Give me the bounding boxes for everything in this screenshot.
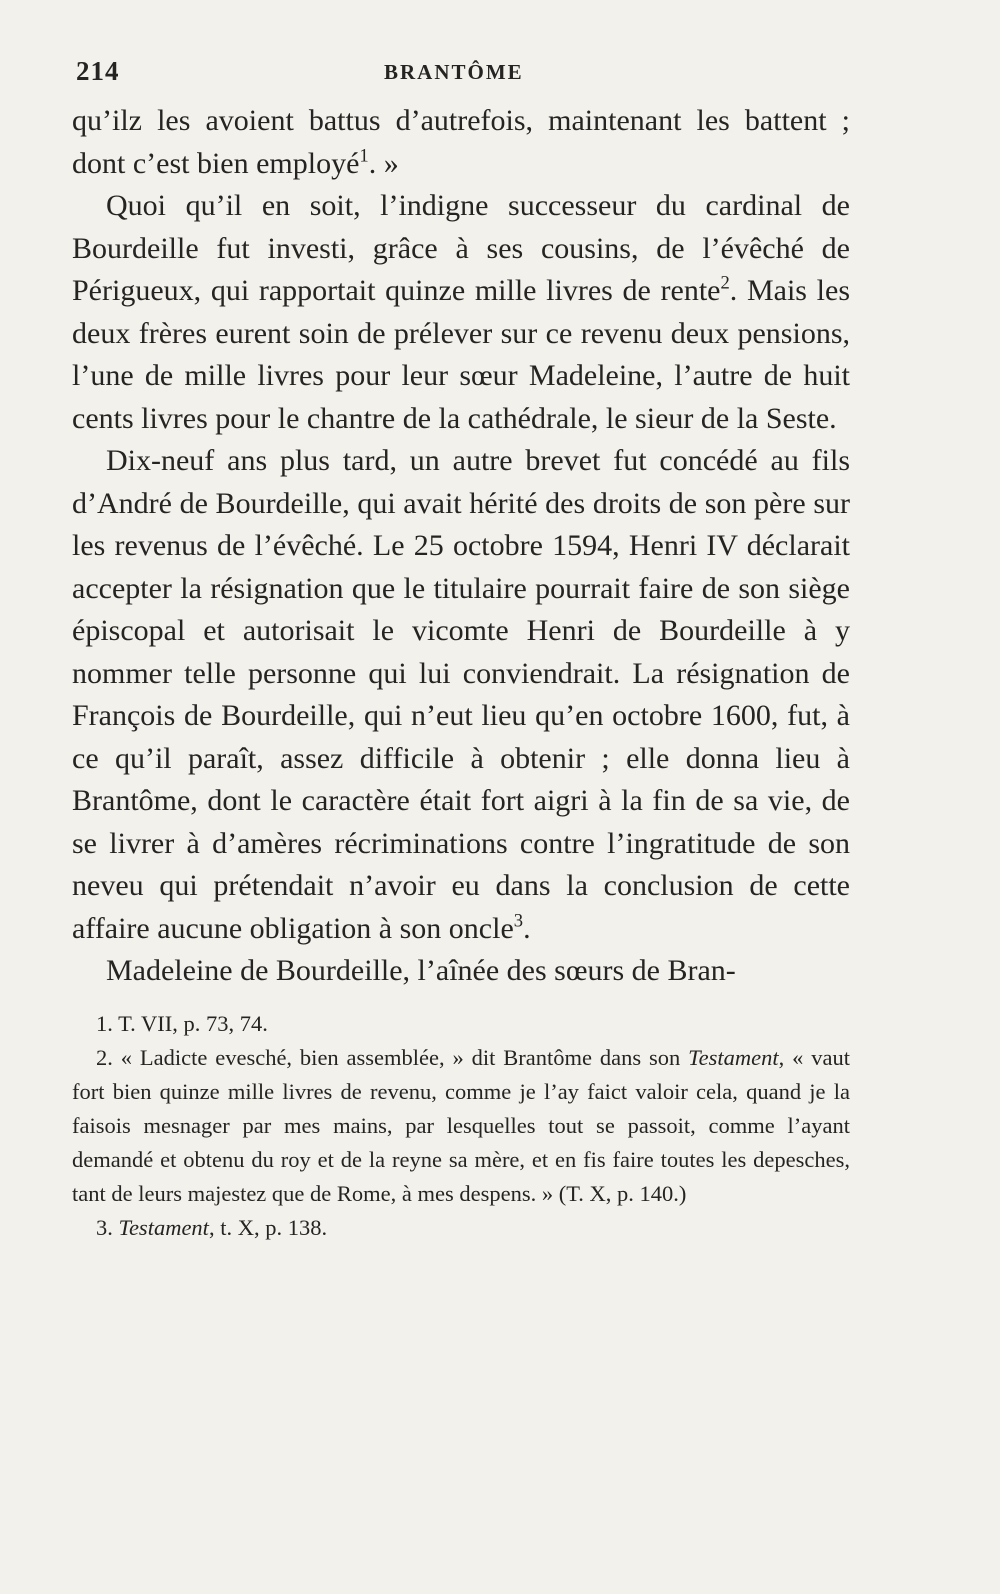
footnote-text: , « vaut fort bien quinze mille livres de revenu, comme je l’ay faict valoir cela, quand je la faisois mesnager par mes mains, par lesquelles tout se passoit, comme l’ayant demandé et obtenu du roy et de la reyne sa mère, et en fis faire toutes les depesches, tant de leurs majestez que de Rome, à mes despens. » (T. X, p. 140.) bbox=[72, 1044, 850, 1206]
footnote bbox=[72, 1041, 850, 1211]
footnote bbox=[72, 1211, 850, 1245]
text-segment: Quoi qu’il en soit, l’indigne successeur du cardinal de Bourdeille fut investi, grâce à ses cousins, de l’évêché de Périgueux, qui rapportait quinze mille livres de rente bbox=[72, 189, 850, 307]
footnote-title: Testament bbox=[688, 1044, 779, 1070]
text-segment: qu’ilz les avoient battus d’autrefois, maintenant les battent ; dont c’est bien employé bbox=[72, 104, 850, 180]
paragraph bbox=[72, 440, 850, 950]
footnote-ref: 1 bbox=[359, 144, 369, 166]
running-head: BRANTÔME bbox=[384, 60, 524, 84]
body-text bbox=[72, 100, 850, 993]
footnote-text: , t. X, p. 138. bbox=[208, 1214, 328, 1240]
footnote-text: 2. « Ladicte evesché, bien assemblée, » dit Brantôme dans son bbox=[96, 1044, 689, 1070]
footnote bbox=[72, 1007, 850, 1041]
text-segment: . bbox=[523, 911, 531, 945]
footnote-text: 3. bbox=[96, 1214, 119, 1240]
text-segment: . Mais les deux frères eurent soin de prélever sur ce revenu deux pensions, l’une de mille livres pour leur sœur Madeleine, l’autre de huit cents livres pour le chantre de la cathédrale, le sieur de la Seste. bbox=[72, 274, 850, 435]
footnote-ref: 3 bbox=[513, 909, 524, 931]
paragraph bbox=[72, 100, 850, 185]
page-header bbox=[72, 44, 850, 100]
text-segment: . » bbox=[368, 146, 399, 180]
page-number: 214 bbox=[76, 56, 120, 86]
footnote-ref: 2 bbox=[720, 272, 730, 294]
footnotes bbox=[72, 1007, 850, 1245]
footnote-title: Testament bbox=[118, 1214, 209, 1240]
text-segment: Dix-neuf ans plus tard, un autre brevet fut concédé au fils d’André de Bourdeille, qui avait hérité des droits de son père sur les revenus de l’évêché. Le 25 octobre 1594, Henri IV déclarait accepter la résignation que le titulaire pourrait faire de son siège épiscopal et autorisait le vicomte Henri de Bourdeille à y nommer telle personne qui lui conviendrait. La résignation de François de Bourdeille, qui n’eut lieu qu’en octobre 1600, fut, à ce qu’il paraît, assez difficile à obtenir ; elle donna lieu à Brantôme, dont le caractère était fort aigri à la fin de sa vie, de se livrer à d’amères récriminations contre l’ingratitude de son neveu qui prétendait n’avoir eu dans la conclusion de cette affaire aucune obligation à son oncle bbox=[72, 444, 850, 945]
paragraph bbox=[72, 185, 850, 440]
paragraph bbox=[72, 950, 850, 993]
footnote-text: 1. T. VII, p. 73, 74. bbox=[96, 1010, 268, 1036]
text-segment: Madeleine de Bourdeille, l’aînée des sœurs de Bran- bbox=[106, 954, 736, 987]
